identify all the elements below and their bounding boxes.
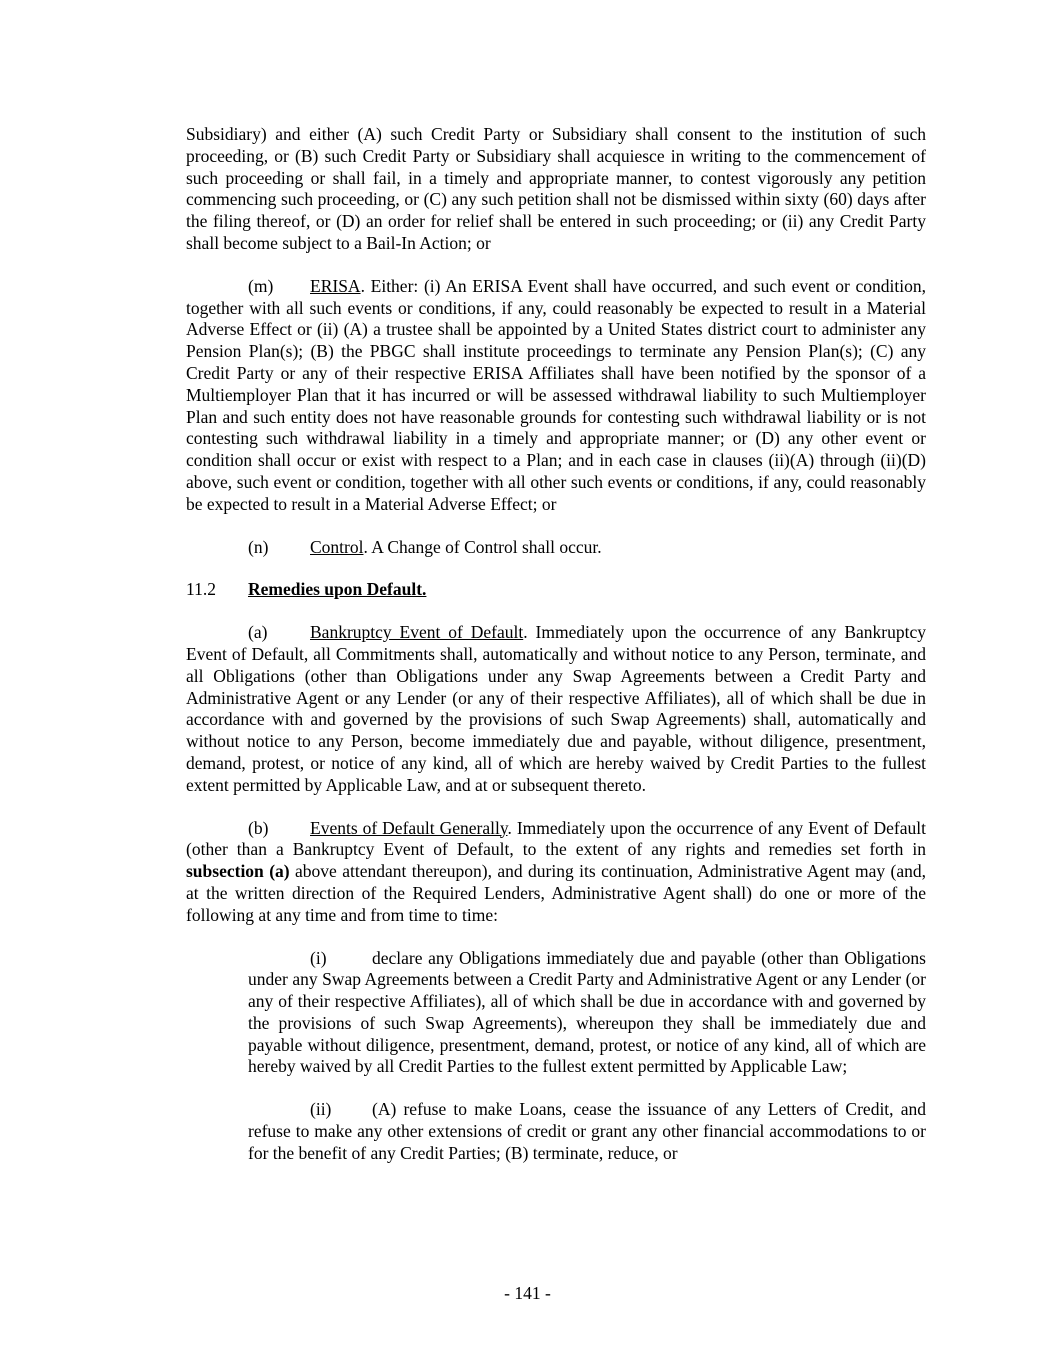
clause-label: (ii) [310, 1099, 332, 1120]
clause-heading: ERISA [310, 275, 361, 296]
paragraph-b-events-of-default: (b) Events of Default Generally. Immediately upon the occurrence of any Event of Default (other than a Bankruptcy Event of Default, to the extent of any rights and remedies set forth in subsection (a) above attendant thereupon), and during its continuation, Administrative Agent may (and, at the written direction of the Required Lenders, Administrative Agent shall) do one or more of the following at any time and from time to time: [186, 817, 927, 925]
clause-label: (i) [310, 947, 327, 968]
clause-label: (m) [248, 275, 274, 296]
paragraph-continuation: Subsidiary) and either (A) such Credit Party or Subsidiary shall consent to the institution of such proceeding, or (B) such Credit Party or Subsidiary shall acquiesce in writing to the commencement of such proceeding or shall fail, in a timely and appropriate manner, to contest vigorously any petition commencing such proceeding, or (C) any such petition shall not be dismissed within sixty (60) days after the filing thereof, or (D) an order for relief shall be entered in such proceeding; or (ii) any Credit Party shall become subject to a Bail-In Action; or [186, 124, 926, 253]
clause-label: (n) [248, 536, 269, 557]
subsection-reference: subsection (a) [186, 861, 290, 882]
clause-heading: Bankruptcy Event of Default [310, 622, 524, 643]
page-number: - 141 - [504, 1283, 551, 1303]
paragraph-i-declare: (i) declare any Obligations immediately due and payable (other than Obligations under any Swap Agreements between a Credit Party and Administrative Agent or any Lender (or any of their respective Affiliates), all of which shall be due in accordance with and governed by the provisions of such Swap Agreements), whereupon they shall be immediately due and payable without diligence, presentment, demand, protest, or notice of any kind, all of which are hereby waived by all Credit Parties to the fullest extent permitted by Applicable Law; [248, 947, 926, 1077]
section-heading [186, 579, 926, 601]
paragraph-ii-refuse: (ii) (A) refuse to make Loans, cease the issuance of any Letters of Credit, and refuse to make any other extensions of credit or grant any other financial accommodations to or for the benefit of any Credit Parties; (B) terminate, reduce, or [248, 1099, 926, 1163]
clause-heading: Control [310, 536, 364, 557]
paragraph-a-bankruptcy: (a) Bankruptcy Event of Default. Immediately upon the occurrence of any Bankruptcy Event of Default, all Commitments shall, automatically and without notice to any Person, terminate, and all Obligations (other than Obligations under any Swap Agreements between a Credit Party and Administrative Agent or any Lender (or any of their respective Affiliates), all of which shall be due in accordance with and governed by the provisions of such Swap Agreements) shall, automatically and without notice to any Person, become immediately due and payable, without diligence, presentment, demand, protest, or notice of any kind, all of which are hereby waived by Credit Parties to the fullest extent permitted by Applicable Law, and at or subsequent thereto. [186, 622, 926, 795]
document-body [186, 124, 926, 1186]
clause-label: (a) [248, 622, 268, 643]
clause-label: (b) [248, 817, 269, 838]
section-number: 11.2 [186, 579, 216, 600]
section-title: Remedies upon Default. [248, 579, 427, 600]
clause-heading: Events of Default Generally [310, 817, 508, 838]
paragraph-n-control: (n) Control. A Change of Control shall occur. [248, 536, 602, 557]
paragraph-m-erisa: (m) ERISA. Either: (i) An ERISA Event shall have occurred, and such event or condition, together with all such events or conditions, if any, could reasonably be expected to result in a Material Adverse Effect or (ii) (A) a trustee shall be appointed by a United States district court to administer any Pension Plan(s); (B) the PBGC shall institute proceedings to terminate any Pension Plan(s); (C) any Credit Party or any of their respective ERISA Affiliates shall have been notified by the sponsor of a Multiemployer Plan that it has incurred or will be assessed withdrawal liability to such Multiemployer Plan and such entity does not have reasonable grounds for contesting such withdrawal liability or is not contesting such withdrawal liability in a timely and appropriate manner; or (D) any other event or condition shall occur or exist with respect to a Plan; and in each case in clauses (ii)(A) through (ii)(D) above, such event or condition, together with all other such events or conditions, if any, could reasonably be expected to result in a Material Adverse Effect; or [186, 275, 926, 514]
